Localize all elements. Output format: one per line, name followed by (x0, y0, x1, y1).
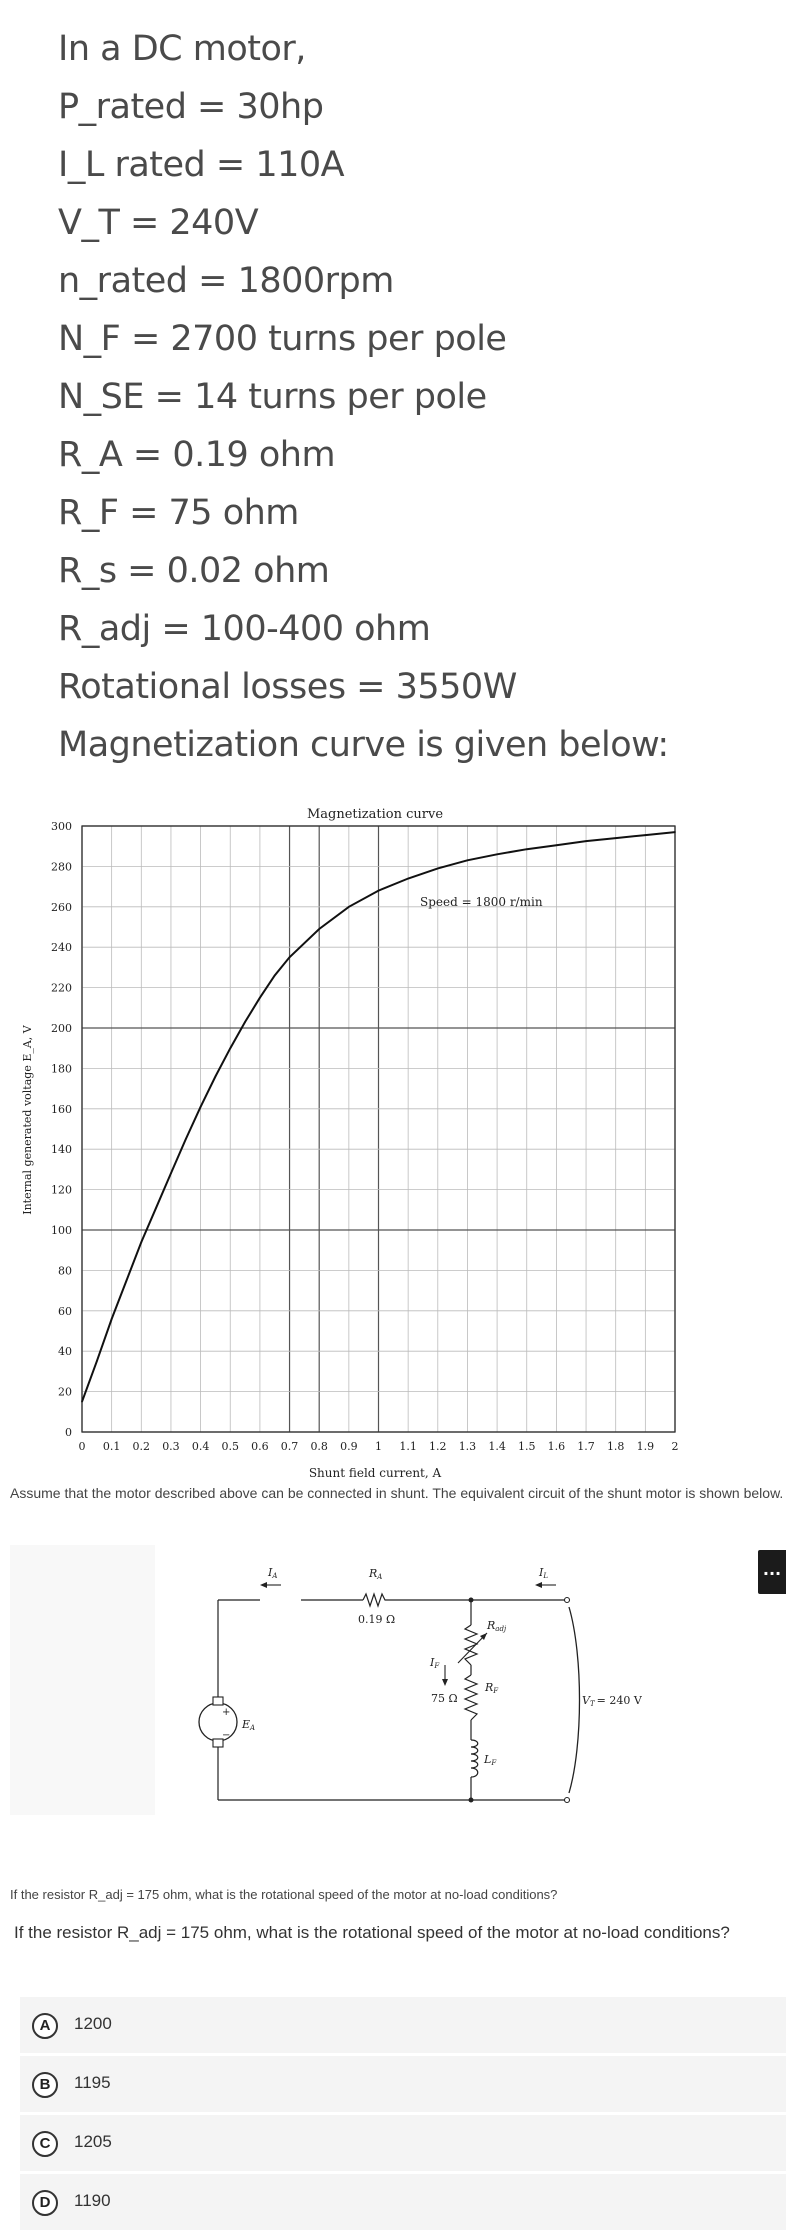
curve-point (155, 1207, 157, 1209)
question-text-small: If the resistor R_adj = 175 ohm, what is the rotational speed of the motor at no-load conditions? (10, 1887, 558, 1902)
assume-paragraph: Assume that the motor described above can be connected in shunt. The equivalent circuit of the shunt motor is shown below. (10, 1485, 784, 1501)
curve-point (274, 975, 276, 977)
vt-bracket (569, 1607, 580, 1793)
x-tick-label: 1.1 (399, 1440, 417, 1453)
curve-point (437, 868, 439, 870)
circuit-wires (218, 1600, 567, 1800)
curve-point (556, 844, 558, 846)
vt-label: V (582, 1694, 590, 1707)
curve-point (318, 928, 320, 930)
x-tick-label: 1.8 (606, 1440, 625, 1453)
ia-sub: A (272, 1572, 278, 1580)
option-label: 1200 (74, 2014, 112, 2033)
lf-label: L (484, 1753, 492, 1766)
plus-sign: + (222, 1707, 231, 1718)
given-line: N_F = 2700 turns per pole (58, 319, 507, 359)
x-tick-label: 0.6 (251, 1440, 269, 1453)
curve-point (96, 1361, 98, 1363)
curve-point (496, 853, 498, 855)
if-sub: F (434, 1662, 440, 1670)
ra-value: 0.19 Ω (358, 1613, 396, 1626)
curve-point (378, 890, 380, 892)
x-tick-label: 0.5 (221, 1440, 239, 1453)
junction-dot (469, 1598, 474, 1603)
x-tick-label: 0.2 (132, 1440, 151, 1453)
x-tick-label: 1.9 (636, 1440, 655, 1453)
if-arrowhead (442, 1679, 448, 1686)
x-tick-label: 1.3 (458, 1440, 477, 1453)
terminal-top (565, 1598, 570, 1603)
question-text: If the resistor R_adj = 175 ohm, what is the rotational speed of the motor at no-load conditions? (14, 1923, 730, 1942)
y-tick-label: 180 (51, 1062, 72, 1076)
ra-resistor (363, 1594, 387, 1606)
given-line: R_A = 0.19 ohm (58, 435, 336, 475)
curve-point (185, 1138, 187, 1140)
svg-text:IL (538, 1566, 548, 1580)
curve-point (348, 906, 350, 908)
curve-point (244, 1021, 246, 1023)
x-tick-label: 1.7 (577, 1440, 595, 1453)
ia-label: I (268, 1566, 273, 1579)
curve-point (645, 834, 647, 836)
answer-option-d[interactable] (20, 2174, 786, 2230)
y-tick-label: 20 (58, 1385, 72, 1399)
chart-title: Magnetization curve (306, 807, 444, 822)
given-line: R_adj = 100-400 ohm (58, 609, 431, 649)
terminal-bottom (565, 1798, 570, 1803)
rf-value: 75 Ω (431, 1692, 458, 1705)
x-tick-label: 1.2 (429, 1440, 447, 1453)
ia-arrowhead (260, 1582, 267, 1588)
y-tick-label: 280 (51, 860, 72, 874)
option-letter-badge: A (32, 2013, 58, 2039)
curve-point (585, 840, 587, 842)
x-tick-label: 1 (375, 1440, 382, 1453)
x-tick-label: 2 (671, 1440, 679, 1453)
rf-resistor (465, 1675, 477, 1720)
x-tick-label: 0.3 (162, 1440, 180, 1453)
y-tick-label: 140 (51, 1143, 72, 1157)
ra-sub: A (377, 1573, 383, 1581)
curve-point (526, 848, 528, 850)
given-line: N_SE = 14 turns per pole (58, 377, 487, 417)
given-line: P_rated = 30hp (58, 87, 324, 127)
curve-point (259, 997, 261, 999)
given-line: Rotational losses = 3550W (58, 667, 517, 707)
svg-text:VT= 240 V (582, 1694, 643, 1708)
ea-sub: A (250, 1724, 256, 1732)
answer-option-b[interactable] (20, 2056, 786, 2112)
chart-ticks (51, 820, 679, 1453)
chart-xlabel: Shunt field current, A (308, 1466, 442, 1480)
y-tick-label: 220 (51, 981, 72, 995)
curve-point (215, 1076, 217, 1078)
svg-text:IF (429, 1656, 440, 1670)
option-label: 1195 (74, 2073, 111, 2092)
x-tick-label: 1.6 (547, 1440, 566, 1453)
y-tick-label: 160 (51, 1102, 72, 1116)
answer-option-a[interactable] (20, 1997, 786, 2053)
ra-label: R (369, 1567, 378, 1580)
y-tick-label: 120 (51, 1183, 72, 1197)
il-sub: L (543, 1572, 549, 1580)
curve-point (467, 860, 469, 862)
brush-top (213, 1697, 223, 1705)
curve-point (81, 1401, 83, 1403)
y-tick-label: 240 (51, 941, 72, 955)
x-tick-label: 0.9 (340, 1440, 358, 1453)
il-arrowhead (535, 1582, 542, 1588)
given-line: n_rated = 1800rpm (58, 261, 394, 301)
curve-point (229, 1047, 231, 1049)
junction-dot (469, 1798, 474, 1803)
x-tick-label: 0 (78, 1440, 86, 1453)
chart-svg (10, 800, 690, 1480)
svg-text:RA (368, 1567, 382, 1581)
circuit-figure (10, 1545, 664, 1815)
chart-grid (82, 826, 675, 1432)
radj-sub: adj (495, 1625, 507, 1633)
minus-sign: − (222, 1730, 231, 1741)
rf-label: R (485, 1681, 494, 1694)
x-tick-label: 1.4 (488, 1440, 506, 1453)
given-line: V_T = 240V (58, 203, 259, 243)
x-tick-label: 0.4 (191, 1440, 210, 1453)
y-tick-label: 80 (58, 1264, 72, 1278)
option-letter-badge: C (32, 2131, 58, 2157)
ea-label: E (242, 1718, 251, 1731)
curve-point (674, 831, 676, 833)
given-line: R_s = 0.02 ohm (58, 551, 330, 591)
curve-point (289, 957, 291, 959)
curve-point (170, 1173, 172, 1175)
x-tick-label: 0.8 (310, 1440, 328, 1453)
magnetization-chart (10, 800, 690, 1480)
rf-sub: F (493, 1687, 499, 1695)
lf-sub: F (491, 1759, 497, 1767)
curve-point (407, 878, 409, 880)
armature-circle (199, 1703, 237, 1741)
if-label: I (430, 1656, 435, 1669)
option-letter-badge: D (32, 2190, 58, 2216)
svg-text:IA (267, 1566, 277, 1580)
option-letter-badge: B (32, 2072, 58, 2098)
y-tick-label: 200 (51, 1022, 72, 1035)
svg-text:RF (484, 1681, 499, 1695)
x-tick-label: 0.1 (102, 1440, 121, 1453)
circuit-canvas (155, 1545, 664, 1815)
given-values (58, 20, 758, 774)
given-line: In a DC motor, (58, 29, 306, 69)
lf-inductor (471, 1740, 478, 1777)
curve-point (111, 1318, 113, 1320)
option-label: 1205 (74, 2132, 112, 2151)
svg-text:EA (241, 1718, 255, 1732)
svg-text:Radj (486, 1619, 507, 1633)
curve-point (126, 1280, 128, 1282)
vt-value: = 240 V (596, 1694, 642, 1707)
given-line: R_F = 75 ohm (58, 493, 299, 533)
y-tick-label: 260 (51, 900, 72, 914)
more-button[interactable]: ... (758, 1550, 786, 1594)
given-line: I_L rated = 110A (58, 145, 345, 185)
chart-annotation: Speed = 1800 r/min (420, 895, 543, 909)
il-label: I (539, 1566, 544, 1579)
chart-ylabel: Internal generated voltage E_A, V (21, 1025, 34, 1215)
y-tick-label: 100 (51, 1224, 72, 1237)
option-label: 1190 (74, 2191, 111, 2210)
radj-label: R (487, 1619, 496, 1632)
answer-option-c[interactable] (20, 2115, 786, 2171)
x-tick-label: 0.7 (280, 1440, 299, 1453)
x-tick-label: 1.5 (518, 1440, 536, 1453)
y-tick-label: 0 (65, 1426, 72, 1439)
circuit-svg (155, 1545, 664, 1815)
svg-text:LF (483, 1753, 497, 1767)
curve-point (615, 837, 617, 839)
vt-sub: T (589, 1700, 595, 1708)
y-tick-label: 300 (51, 820, 72, 833)
y-tick-label: 60 (58, 1304, 72, 1318)
curve-point (200, 1106, 202, 1108)
y-tick-label: 40 (58, 1345, 72, 1359)
given-line: Magnetization curve is given below: (58, 725, 669, 765)
curve-point (141, 1241, 143, 1243)
